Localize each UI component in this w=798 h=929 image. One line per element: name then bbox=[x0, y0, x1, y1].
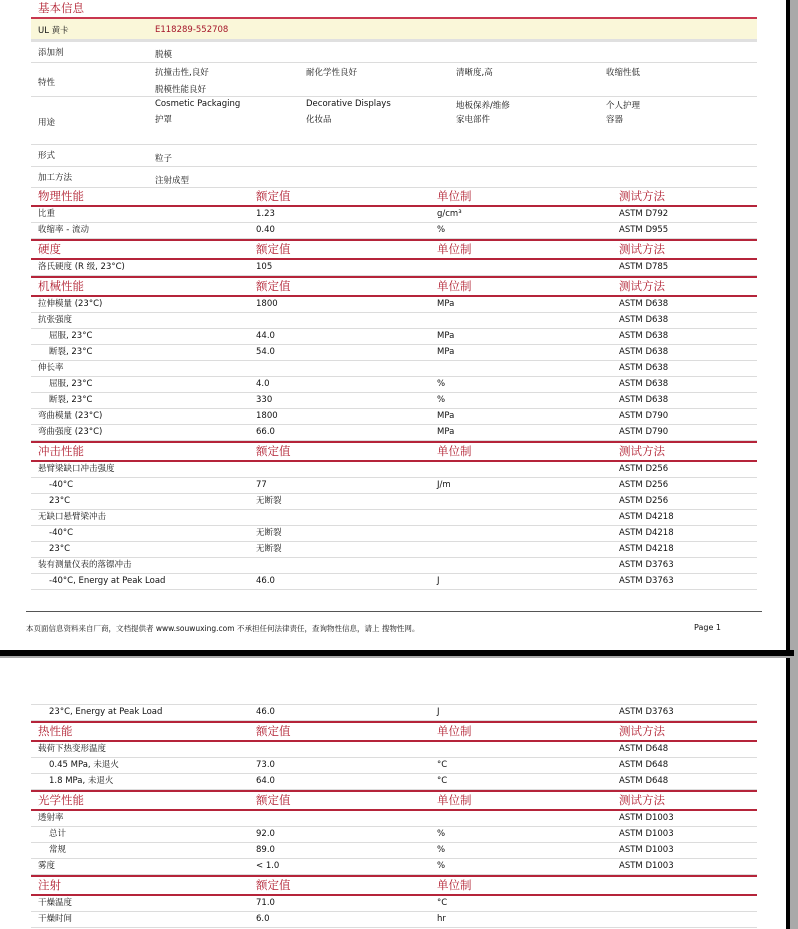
test-method: ASTM D1003 bbox=[619, 845, 674, 855]
table-row bbox=[31, 329, 757, 345]
table-row bbox=[31, 393, 757, 409]
use-item: 护罩 bbox=[155, 115, 173, 125]
table-row bbox=[31, 774, 757, 790]
table-row bbox=[31, 462, 757, 478]
features-row bbox=[31, 63, 757, 97]
property-unit: °C bbox=[437, 898, 448, 908]
test-method: ASTM D638 bbox=[619, 331, 669, 341]
section-header bbox=[31, 875, 757, 896]
property-unit: MPa bbox=[437, 299, 455, 309]
table-row bbox=[31, 896, 757, 912]
column-header-unit: 单位制 bbox=[437, 793, 472, 807]
section-title: 热性能 bbox=[38, 724, 73, 738]
property-name: 干燥时间 bbox=[38, 914, 73, 924]
property-value: 1800 bbox=[256, 411, 278, 421]
table-row bbox=[31, 704, 757, 721]
column-header-value: 额定值 bbox=[256, 189, 291, 203]
property-tables-page-2 bbox=[31, 721, 757, 928]
table-row bbox=[31, 345, 757, 361]
test-method: ASTM D638 bbox=[619, 395, 669, 405]
property-tables-page-1 bbox=[31, 188, 757, 590]
table-row bbox=[31, 409, 757, 425]
property-value: 1.23 bbox=[256, 209, 275, 219]
table-row bbox=[31, 510, 757, 526]
property-unit: J bbox=[437, 576, 440, 586]
table-row bbox=[31, 207, 757, 223]
test-method: ASTM D3763 bbox=[619, 560, 674, 570]
property-value: 54.0 bbox=[256, 347, 275, 357]
test-method: ASTM D256 bbox=[619, 480, 669, 490]
test-method: ASTM D1003 bbox=[619, 861, 674, 871]
column-header-value: 额定值 bbox=[256, 878, 291, 892]
property-unit: % bbox=[437, 845, 446, 855]
column-header-method: 测试方法 bbox=[619, 189, 665, 203]
property-unit: g/cm³ bbox=[437, 209, 462, 219]
column-header-value: 额定值 bbox=[256, 242, 291, 256]
test-method: ASTM D3763 bbox=[619, 576, 674, 586]
section-header bbox=[31, 188, 757, 207]
table-row bbox=[31, 558, 757, 574]
property-unit: °C bbox=[437, 760, 448, 770]
section-title: 注射 bbox=[38, 878, 61, 892]
property-unit: MPa bbox=[437, 347, 455, 357]
feature-item: 脱模性能良好 bbox=[155, 85, 207, 95]
document-page-2 bbox=[0, 658, 790, 929]
table-row bbox=[31, 574, 757, 590]
table-row bbox=[31, 478, 757, 494]
test-method: ASTM D3763 bbox=[619, 707, 674, 717]
test-method: ASTM D785 bbox=[619, 262, 669, 272]
test-method: ASTM D4218 bbox=[619, 512, 674, 522]
section-title: 机械性能 bbox=[38, 279, 84, 293]
column-header-unit: 单位制 bbox=[437, 878, 472, 892]
property-value: 77 bbox=[256, 480, 267, 490]
property-value: 64.0 bbox=[256, 776, 275, 786]
property-name: 弯曲强度 (23°C) bbox=[38, 427, 103, 437]
test-method: ASTM D4218 bbox=[619, 528, 674, 538]
test-method: ASTM D4218 bbox=[619, 544, 674, 554]
test-method: ASTM D1003 bbox=[619, 829, 674, 839]
property-name: 1.8 MPa, 未退火 bbox=[49, 776, 114, 786]
table-row bbox=[31, 526, 757, 542]
test-method: ASTM D790 bbox=[619, 411, 669, 421]
feature-item: 耐化学性良好 bbox=[306, 68, 358, 78]
test-method: ASTM D792 bbox=[619, 209, 669, 219]
footer-disclaimer: 本页面信息资料来自厂商，文档提供者 www.souwuxing.com 不承担任何法律责任，查询物性信息，请上 搜物性网。 bbox=[26, 624, 420, 633]
property-value: < 1.0 bbox=[256, 861, 280, 871]
test-method: ASTM D955 bbox=[619, 225, 669, 235]
form-value: 粒子 bbox=[155, 154, 173, 164]
ul-label: UL 黄卡 bbox=[38, 26, 69, 36]
property-name: 断裂, 23°C bbox=[49, 347, 93, 357]
section-title: 光学性能 bbox=[38, 793, 84, 807]
feature-item: 收缩性低 bbox=[606, 68, 641, 78]
table-row bbox=[31, 758, 757, 774]
process-row bbox=[31, 167, 757, 188]
table-row bbox=[31, 742, 757, 758]
property-value: 105 bbox=[256, 262, 273, 272]
property-value: 4.0 bbox=[256, 379, 270, 389]
test-method: ASTM D638 bbox=[619, 347, 669, 357]
property-value: 330 bbox=[256, 395, 273, 405]
process-label: 加工方法 bbox=[38, 173, 73, 183]
section-header bbox=[31, 790, 757, 811]
page-separator bbox=[0, 650, 794, 656]
test-method: ASTM D790 bbox=[619, 427, 669, 437]
table-row bbox=[31, 542, 757, 558]
table-row bbox=[31, 297, 757, 313]
property-name: 0.45 MPa, 未退火 bbox=[49, 760, 119, 770]
property-unit: °C bbox=[437, 776, 448, 786]
property-name: 无缺口悬臂梁冲击 bbox=[38, 512, 107, 522]
property-name: 23°C bbox=[49, 496, 71, 506]
column-header-unit: 单位制 bbox=[437, 724, 472, 738]
property-name: 拉伸模量 (23°C) bbox=[38, 299, 103, 309]
use-item: Decorative Displays bbox=[306, 99, 391, 109]
property-value: 89.0 bbox=[256, 845, 275, 855]
property-unit: hr bbox=[437, 914, 446, 924]
property-value: 6.0 bbox=[256, 914, 270, 924]
table-row bbox=[31, 361, 757, 377]
property-name: 23°C bbox=[49, 544, 71, 554]
section-header bbox=[31, 239, 757, 260]
test-method: ASTM D648 bbox=[619, 760, 669, 770]
property-value: 无断裂 bbox=[256, 544, 282, 554]
property-unit: J/m bbox=[437, 480, 451, 490]
property-value: 46.0 bbox=[256, 576, 275, 586]
property-unit: % bbox=[437, 861, 446, 871]
carry-over-row-container bbox=[31, 704, 757, 721]
property-value: 92.0 bbox=[256, 829, 275, 839]
property-name: 屈服, 23°C bbox=[49, 331, 93, 341]
column-header-unit: 单位制 bbox=[437, 189, 472, 203]
page-number: Page 1 bbox=[694, 623, 721, 632]
feature-item: 清晰度,高 bbox=[456, 68, 493, 78]
test-method: ASTM D256 bbox=[619, 464, 669, 474]
property-name: 比重 bbox=[38, 209, 56, 219]
property-name: 弯曲模量 (23°C) bbox=[38, 411, 103, 421]
section-title: 硬度 bbox=[38, 242, 61, 256]
property-name: 断裂, 23°C bbox=[49, 395, 93, 405]
property-value: 无断裂 bbox=[256, 496, 282, 506]
use-item: 化妆品 bbox=[306, 115, 332, 125]
use-item: 家电部件 bbox=[456, 115, 491, 125]
column-header-method: 测试方法 bbox=[619, 242, 665, 256]
table-row bbox=[31, 223, 757, 239]
use-item: 个人护理 bbox=[606, 101, 641, 111]
property-name: 总计 bbox=[49, 829, 67, 839]
test-method: ASTM D648 bbox=[619, 776, 669, 786]
property-unit: MPa bbox=[437, 411, 455, 421]
property-name: -40°C bbox=[49, 480, 74, 490]
column-header-method: 测试方法 bbox=[619, 279, 665, 293]
property-name: 载荷下热变形温度 bbox=[38, 744, 107, 754]
property-value: 46.0 bbox=[256, 707, 275, 717]
property-unit: % bbox=[437, 829, 446, 839]
property-name: 抗张强度 bbox=[38, 315, 73, 325]
ul-yellow-card-row bbox=[31, 19, 757, 42]
property-name: 洛氏硬度 (R 级, 23°C) bbox=[38, 262, 125, 272]
column-header-method: 测试方法 bbox=[619, 793, 665, 807]
table-row bbox=[31, 912, 757, 928]
process-value: 注射成型 bbox=[155, 176, 190, 186]
basic-info-table bbox=[31, 19, 757, 188]
test-method: ASTM D256 bbox=[619, 496, 669, 506]
feature-item: 抗撞击性,良好 bbox=[155, 68, 209, 78]
property-name: 悬臂梁缺口冲击强度 bbox=[38, 464, 115, 474]
property-unit: % bbox=[437, 225, 446, 235]
table-row bbox=[31, 260, 757, 276]
footer-divider bbox=[26, 611, 762, 612]
column-header-value: 额定值 bbox=[256, 279, 291, 293]
column-header-unit: 单位制 bbox=[437, 279, 472, 293]
table-row bbox=[31, 827, 757, 843]
table-row bbox=[31, 313, 757, 329]
use-item: Cosmetic Packaging bbox=[155, 99, 241, 109]
features-label: 特性 bbox=[38, 78, 56, 88]
property-unit: % bbox=[437, 379, 446, 389]
property-unit: J bbox=[437, 707, 440, 717]
test-method: ASTM D638 bbox=[619, 379, 669, 389]
additive-label: 添加剂 bbox=[38, 48, 64, 58]
section-header bbox=[31, 276, 757, 297]
property-name: 屈服, 23°C bbox=[49, 379, 93, 389]
property-unit: MPa bbox=[437, 427, 455, 437]
column-header-value: 额定值 bbox=[256, 793, 291, 807]
property-name: 干燥温度 bbox=[38, 898, 73, 908]
column-header-method: 测试方法 bbox=[619, 444, 665, 458]
table-row bbox=[31, 859, 757, 875]
property-name: 雾度 bbox=[38, 861, 56, 871]
column-header-unit: 单位制 bbox=[437, 242, 472, 256]
additive-value: 脱模 bbox=[155, 50, 173, 60]
property-name: -40°C, Energy at Peak Load bbox=[49, 576, 166, 586]
column-header-value: 额定值 bbox=[256, 444, 291, 458]
test-method: ASTM D648 bbox=[619, 744, 669, 754]
property-name: 常规 bbox=[49, 845, 67, 855]
property-name: 收缩率 - 流动 bbox=[38, 225, 89, 235]
uses-label: 用途 bbox=[38, 118, 56, 128]
test-method: ASTM D638 bbox=[619, 315, 669, 325]
column-header-method: 测试方法 bbox=[619, 724, 665, 738]
column-header-unit: 单位制 bbox=[437, 444, 472, 458]
table-row bbox=[31, 811, 757, 827]
form-label: 形式 bbox=[38, 151, 56, 161]
ul-value: E118289-552708 bbox=[155, 25, 229, 35]
property-value: 44.0 bbox=[256, 331, 275, 341]
use-item: 容器 bbox=[606, 115, 624, 125]
form-row bbox=[31, 145, 757, 167]
table-row bbox=[31, 377, 757, 393]
table-row bbox=[31, 843, 757, 859]
section-title-basic-info: 基本信息 bbox=[31, 0, 757, 19]
property-name: -40°C bbox=[49, 528, 74, 538]
additive-row bbox=[31, 42, 757, 63]
section-header bbox=[31, 441, 757, 462]
property-name: 装有测量仪表的落镖冲击 bbox=[38, 560, 132, 570]
property-value: 1800 bbox=[256, 299, 278, 309]
use-item: 地板保养/维修 bbox=[456, 101, 510, 111]
property-unit: % bbox=[437, 395, 446, 405]
property-name: 伸长率 bbox=[38, 363, 64, 373]
property-unit: MPa bbox=[437, 331, 455, 341]
column-header-value: 额定值 bbox=[256, 724, 291, 738]
table-row bbox=[31, 425, 757, 441]
test-method: ASTM D1003 bbox=[619, 813, 674, 823]
property-value: 无断裂 bbox=[256, 528, 282, 538]
uses-row bbox=[31, 97, 757, 145]
table-row bbox=[31, 494, 757, 510]
test-method: ASTM D638 bbox=[619, 299, 669, 309]
section-title: 物理性能 bbox=[38, 189, 84, 203]
property-value: 73.0 bbox=[256, 760, 275, 770]
property-name: 透射率 bbox=[38, 813, 64, 823]
property-value: 71.0 bbox=[256, 898, 275, 908]
property-value: 66.0 bbox=[256, 427, 275, 437]
property-value: 0.40 bbox=[256, 225, 275, 235]
test-method: ASTM D638 bbox=[619, 363, 669, 373]
section-header bbox=[31, 721, 757, 742]
property-name: 23°C, Energy at Peak Load bbox=[49, 707, 163, 717]
section-title: 冲击性能 bbox=[38, 444, 84, 458]
